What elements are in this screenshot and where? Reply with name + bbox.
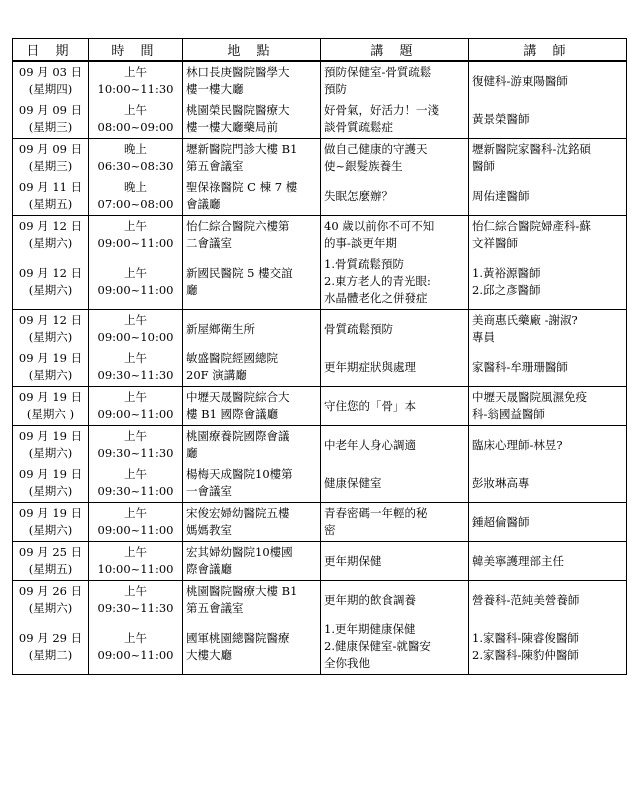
date-cell-line: (星期六)	[28, 446, 73, 460]
place-cell-line: 中壢天晟醫院綜合大	[186, 390, 290, 404]
speaker-cell-line: 黃景榮醫師	[472, 111, 530, 126]
topic-cell-line: 使~銀髮族養生	[324, 159, 403, 173]
topic-cell	[321, 254, 469, 310]
speaker-cell-line: 1.家醫科-陳睿俊醫師	[472, 630, 579, 645]
speaker-cell-line: 中壢天晟醫院風濕免疫	[472, 390, 587, 404]
place-cell-line: 廳	[186, 446, 198, 460]
time-cell	[89, 216, 183, 255]
table-row	[13, 387, 627, 426]
speaker-cell-line: 文祥醫師	[472, 236, 518, 250]
speaker-cell	[469, 61, 627, 100]
speaker-cell-line: 臨床心理師-林昱?	[472, 437, 563, 452]
time-cell-line: 上午	[124, 584, 147, 598]
table-row	[13, 542, 627, 581]
place-cell-line: 第五會議室	[186, 601, 244, 615]
date-cell	[13, 348, 89, 387]
time-cell-line: 上午	[124, 545, 147, 559]
time-cell	[89, 387, 183, 426]
date-cell-line: (星期六)	[28, 484, 73, 498]
speaker-cell	[469, 542, 627, 581]
place-cell	[183, 216, 321, 255]
speaker-cell	[469, 216, 627, 255]
speaker-cell	[469, 464, 627, 503]
place-cell-line: 新國民醫院 5 樓交誼	[186, 265, 293, 280]
speaker-cell-line: 美商惠氏藥廠 -謝淑?	[472, 313, 578, 327]
place-cell-line: 林口長庚醫院醫學大	[186, 65, 290, 79]
table-row	[13, 619, 627, 675]
speaker-cell-line: 醫師	[472, 159, 495, 173]
topic-cell	[321, 426, 469, 465]
topic-cell	[321, 387, 469, 426]
time-cell-line: 09:00~11:00	[97, 236, 174, 250]
date-cell-line: (星期六)	[28, 523, 73, 537]
date-cell-line: 09 月 19 日	[18, 390, 83, 404]
speaker-cell-line: 壢新醫院家醫科-沈銘碩	[472, 142, 591, 156]
speaker-cell	[469, 581, 627, 620]
time-cell	[89, 581, 183, 620]
place-cell-line: 一會議室	[186, 484, 232, 498]
place-cell-line: 樓一樓大廳	[186, 82, 244, 96]
place-cell-line: 楊梅天成醫院10樓第	[186, 467, 293, 481]
time-cell-line: 07:00~08:00	[97, 197, 174, 211]
topic-cell-line: 2.東方老人的青光眼:	[324, 274, 431, 288]
speaker-cell-line: 2.邱之彥醫師	[472, 282, 541, 297]
topic-cell	[321, 581, 469, 620]
topic-cell-line: 2.健康保健室-就醫安	[324, 639, 431, 653]
date-cell	[13, 464, 89, 503]
time-cell-line: 09:00~11:00	[97, 647, 174, 662]
speaker-cell-line: 復健科-游東陽醫師	[472, 73, 568, 88]
place-cell-line: 敏盛醫院經國總院	[186, 351, 278, 365]
time-cell	[89, 542, 183, 581]
time-cell	[89, 619, 183, 675]
topic-cell	[321, 177, 469, 216]
time-cell-line: 09:30~11:30	[97, 601, 174, 615]
time-cell-line: 09:30~11:00	[97, 484, 174, 498]
topic-cell-line: 青春密碼一年輕的秘	[324, 506, 428, 520]
date-cell-line: (星期六)	[28, 236, 73, 250]
date-cell	[13, 581, 89, 620]
place-cell-line: 20F 演講廳	[186, 368, 247, 382]
table-row	[13, 464, 627, 503]
place-cell	[183, 581, 321, 620]
schedule-table	[12, 38, 627, 675]
place-cell-line: 二會議室	[186, 236, 232, 250]
table-row	[13, 139, 627, 178]
place-cell	[183, 619, 321, 675]
speaker-cell	[469, 503, 627, 542]
topic-cell	[321, 100, 469, 139]
place-cell-line: 宋俊宏婦幼醫院五樓	[186, 506, 290, 520]
time-cell	[89, 61, 183, 100]
topic-cell	[321, 61, 469, 100]
date-cell	[13, 542, 89, 581]
topic-cell	[321, 139, 469, 178]
place-cell	[183, 254, 321, 310]
date-cell-line: 09 月 03 日	[18, 65, 83, 79]
topic-cell-line: 更年期的飲食調養	[324, 592, 416, 607]
date-cell	[13, 139, 89, 178]
date-cell-line: 09 月 11 日	[18, 180, 83, 194]
time-cell-line: 上午	[124, 265, 147, 280]
topic-cell	[321, 503, 469, 542]
time-cell	[89, 139, 183, 178]
time-cell-line: 09:00~11:00	[97, 523, 174, 537]
speaker-cell	[469, 139, 627, 178]
place-cell	[183, 139, 321, 178]
time-cell	[89, 100, 183, 139]
date-cell	[13, 216, 89, 255]
topic-cell-line: 好骨氣，好活力！一淺	[324, 103, 439, 117]
place-cell	[183, 387, 321, 426]
date-cell-line: 09 月 12 日	[18, 265, 83, 280]
table-row	[13, 100, 627, 139]
topic-cell-line: 失眠怎麼辦？	[324, 188, 393, 203]
place-cell	[183, 464, 321, 503]
place-cell-line: 會議廳	[186, 197, 221, 211]
date-cell-line: 09 月 19 日	[18, 351, 83, 365]
speaker-cell-line: 營養科-范純美營養師	[472, 592, 580, 607]
speaker-cell	[469, 387, 627, 426]
speaker-cell-line: 鍾超倫醫師	[472, 514, 530, 529]
speaker-cell-line: 2.家醫科-陳豹仲醫師	[472, 647, 579, 662]
table-row	[13, 426, 627, 465]
topic-cell-line: 骨質疏鬆預防	[324, 321, 393, 336]
time-cell	[89, 177, 183, 216]
time-cell-line: 09:00~10:00	[97, 330, 174, 344]
topic-cell-line: 1.骨質疏鬆預防	[324, 257, 404, 271]
date-cell-line: (星期六)	[28, 368, 73, 382]
place-cell	[183, 426, 321, 465]
time-cell	[89, 254, 183, 310]
place-cell-line: 桃園醫院醫療大樓 B1	[186, 584, 298, 598]
place-cell	[183, 177, 321, 216]
time-cell-line: 上午	[124, 65, 147, 79]
place-cell-line: 桃園療養院國際會議	[186, 429, 290, 443]
speaker-cell-line: 彭妝琳高專	[472, 475, 530, 490]
time-cell	[89, 426, 183, 465]
topic-cell	[321, 542, 469, 581]
date-cell-line: (星期六 )	[26, 407, 75, 421]
time-cell-line: 晚上	[124, 142, 147, 156]
speaker-cell-line: 家醫科-牟珊珊醫師	[472, 359, 568, 374]
table-row	[13, 348, 627, 387]
place-cell-line: 際會議廳	[186, 562, 232, 576]
date-cell-line: (星期五)	[28, 197, 73, 211]
place-cell-line: 壢新醫院門診大樓 B1	[186, 142, 298, 156]
table-row	[13, 216, 627, 255]
date-cell-line: (星期三)	[28, 159, 73, 173]
topic-cell	[321, 348, 469, 387]
speaker-cell-line: 周佑達醫師	[472, 188, 530, 203]
speaker-cell-line: 專員	[472, 330, 495, 344]
header-date: 日 期	[13, 38, 89, 61]
date-cell	[13, 426, 89, 465]
time-cell-line: 08:00~09:00	[97, 120, 174, 134]
place-cell-line: 廳	[186, 282, 198, 297]
time-cell-line: 上午	[124, 506, 147, 520]
header-time: 時 間	[89, 38, 183, 61]
date-cell	[13, 619, 89, 675]
speaker-cell	[469, 177, 627, 216]
topic-cell-line: 更年期保健	[324, 553, 382, 568]
time-cell-line: 上午	[124, 429, 147, 443]
topic-cell-line: 水晶體老化之併發症	[324, 291, 428, 305]
date-cell	[13, 100, 89, 139]
topic-cell-line: 守住您的「骨」本	[324, 398, 416, 413]
place-cell-line: 怡仁綜合醫院六樓第	[186, 219, 290, 233]
header-speaker: 講 師	[469, 38, 627, 61]
speaker-cell-line: 怡仁綜合醫院婦產科-蘇	[472, 219, 591, 233]
header-row	[13, 38, 627, 61]
date-cell-line: 09 月 09 日	[18, 103, 83, 117]
time-cell-line: 上午	[124, 630, 147, 645]
date-cell-line: 09 月 29 日	[18, 630, 83, 645]
speaker-cell-line: 1.黃裕源醫師	[472, 265, 541, 280]
date-cell	[13, 387, 89, 426]
time-cell-line: 上午	[124, 219, 147, 233]
place-cell	[183, 100, 321, 139]
topic-cell-line: 預防	[324, 82, 347, 96]
topic-cell	[321, 310, 469, 349]
topic-cell-line: 40 歲以前你不可不知	[324, 219, 435, 233]
table-row	[13, 254, 627, 310]
date-cell-line: (星期六)	[28, 282, 73, 297]
time-cell-line: 09:30~11:30	[97, 368, 174, 382]
table-row	[13, 581, 627, 620]
date-cell-line: 09 月 26 日	[18, 584, 83, 598]
date-cell-line: (星期二)	[28, 647, 73, 662]
topic-cell-line: 密	[324, 523, 336, 537]
time-cell-line: 上午	[124, 103, 147, 117]
time-cell-line: 10:00~11:00	[97, 562, 174, 576]
date-cell	[13, 254, 89, 310]
topic-cell-line: 做自己健康的守護天	[324, 142, 428, 156]
place-cell	[183, 542, 321, 581]
time-cell-line: 09:30~11:30	[97, 446, 174, 460]
place-cell-line: 桃園榮民醫院醫療大	[186, 103, 290, 117]
date-cell-line: (星期六)	[28, 601, 73, 615]
date-cell-line: 09 月 12 日	[18, 219, 83, 233]
speaker-cell-line: 科-翁國益醫師	[472, 407, 545, 421]
time-cell-line: 上午	[124, 351, 147, 365]
time-cell	[89, 348, 183, 387]
topic-cell-line: 更年期症狀與處理	[324, 359, 416, 374]
place-cell	[183, 310, 321, 349]
speaker-cell	[469, 100, 627, 139]
place-cell-line: 樓一樓大廳藥局前	[186, 120, 278, 134]
date-cell-line: 09 月 19 日	[18, 429, 83, 443]
date-cell-line: (星期四)	[28, 82, 73, 96]
time-cell-line: 上午	[124, 313, 147, 327]
place-cell	[183, 348, 321, 387]
date-cell-line: 09 月 19 日	[18, 467, 83, 481]
topic-cell-line: 中老年人身心調適	[324, 437, 416, 452]
header-topic: 講 題	[321, 38, 469, 61]
table-row	[13, 61, 627, 100]
speaker-cell	[469, 619, 627, 675]
place-cell-line: 聖保祿醫院 C 棟 7 樓	[186, 180, 298, 194]
table-row	[13, 503, 627, 542]
place-cell-line: 樓 B1 國際會議廳	[186, 407, 279, 421]
time-cell	[89, 503, 183, 542]
time-cell-line: 09:00~11:00	[97, 407, 174, 421]
topic-cell-line: 談骨質疏鬆症	[324, 120, 393, 134]
time-cell-line: 10:00~11:30	[97, 82, 174, 96]
topic-cell-line: 健康保健室	[324, 475, 382, 490]
speaker-cell	[469, 426, 627, 465]
topic-cell	[321, 619, 469, 675]
time-cell-line: 上午	[124, 390, 147, 404]
place-cell-line: 大樓大廳	[186, 647, 232, 662]
date-cell	[13, 503, 89, 542]
topic-cell	[321, 216, 469, 255]
table-row	[13, 310, 627, 349]
place-cell	[183, 503, 321, 542]
time-cell-line: 06:30~08:30	[97, 159, 174, 173]
time-cell	[89, 464, 183, 503]
place-cell-line: 宏其婦幼醫院10樓國	[186, 545, 293, 559]
place-cell-line: 第五會議室	[186, 159, 244, 173]
topic-cell	[321, 464, 469, 503]
date-cell-line: 09 月 25 日	[18, 545, 83, 559]
place-cell	[183, 61, 321, 100]
speaker-cell	[469, 348, 627, 387]
topic-cell-line: 1.更年期健康保健	[324, 622, 416, 636]
speaker-cell	[469, 310, 627, 349]
speaker-cell	[469, 254, 627, 310]
date-cell-line: 09 月 09 日	[18, 142, 83, 156]
date-cell-line: (星期五)	[28, 562, 73, 576]
date-cell	[13, 310, 89, 349]
topic-cell-line: 的事-談更年期	[324, 236, 397, 250]
topic-cell-line: 預防保健室-骨質疏鬆	[324, 65, 432, 79]
table-row	[13, 177, 627, 216]
place-cell-line: 國軍桃園總醫院醫療	[186, 630, 290, 645]
time-cell-line: 上午	[124, 467, 147, 481]
topic-cell-line: 全你我他	[324, 656, 370, 670]
date-cell-line: 09 月 12 日	[18, 313, 83, 327]
date-cell-line: (星期三)	[28, 120, 73, 134]
time-cell	[89, 310, 183, 349]
speaker-cell-line: 韓美寧護理部主任	[472, 553, 564, 568]
time-cell-line: 09:00~11:00	[97, 282, 174, 297]
schedule-body	[13, 61, 627, 675]
date-cell	[13, 61, 89, 100]
time-cell-line: 晚上	[124, 180, 147, 194]
date-cell	[13, 177, 89, 216]
date-cell-line: 09 月 19 日	[18, 506, 83, 520]
header-place: 地 點	[183, 38, 321, 61]
place-cell-line: 媽媽教室	[186, 523, 232, 537]
place-cell-line: 新屋鄉衛生所	[186, 321, 255, 336]
date-cell-line: (星期六)	[28, 330, 73, 344]
